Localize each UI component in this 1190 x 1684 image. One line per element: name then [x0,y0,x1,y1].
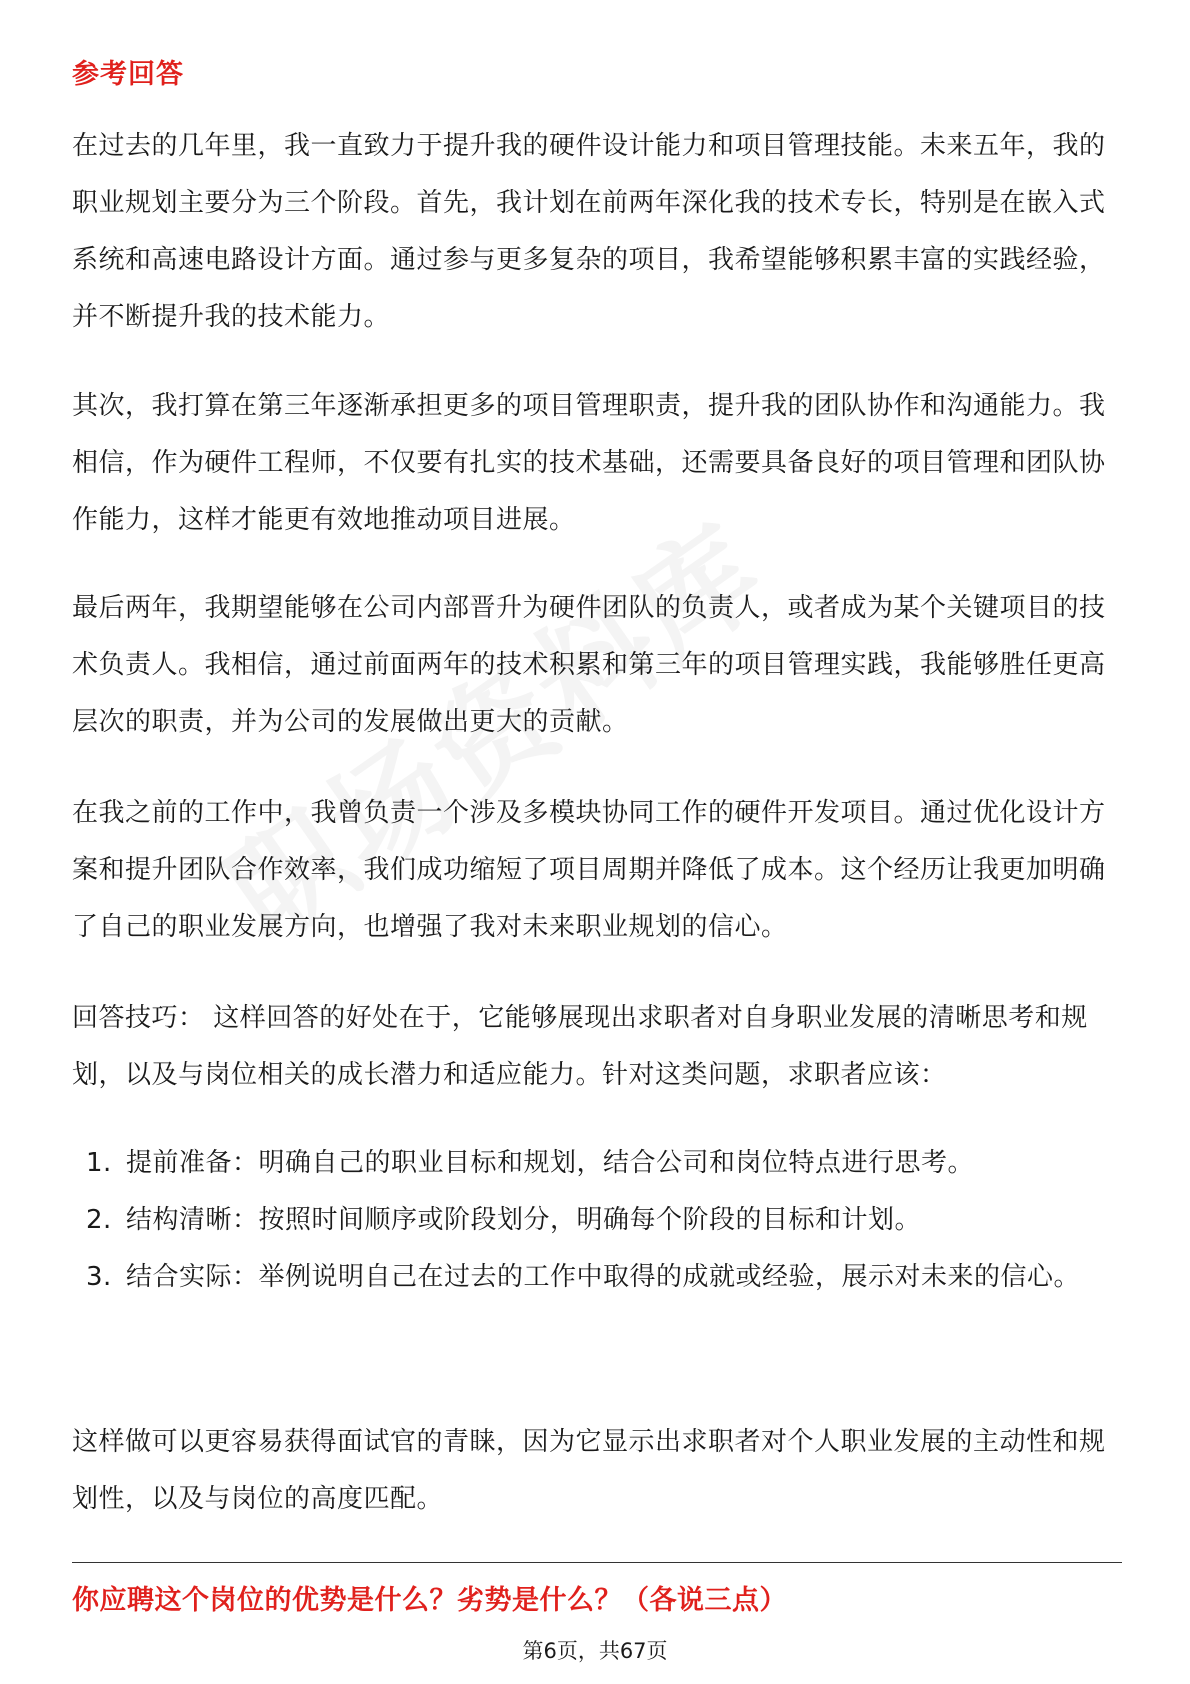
list-item-text: 提前准备：明确自己的职业目标和规划，结合公司和岗位特点进行思考。 [126,1148,975,1178]
next-question-heading: 你应聘这个岗位的优势是什么？劣势是什么？（各说三点） [72,1585,787,1616]
list-item-text: 结构清晰：按照时间顺序或阶段划分，明确每个阶段的目标和计划。 [126,1205,922,1235]
answer-paragraph-1: 在过去的几年里，我一直致力于提升我的硬件设计能力和项目管理技能。未来五年，我的职业规划主要分为三个阶段。首先，我计划在前两年深化我的技术专长，特别是在嵌入式系统和高速电路设计方面。通过参与更多复杂的项目，我希望能够积累丰富的实践经验，并不断提升我的技术能力。 [72,131,1106,332]
answer-paragraph-2: 其次，我打算在第三年逐渐承担更多的项目管理职责，提升我的团队协作和沟通能力。我相信，作为硬件工程师，不仅要有扎实的技术基础，还需要具备良好的项目管理和团队协作能力，这样才能更有效地推动项目进展。 [72,391,1106,535]
list-item-number: 2. [86,1205,112,1235]
section-divider [72,1562,1122,1563]
list-item [72,1135,1122,1192]
list-item-number: 1. [86,1148,112,1178]
page-number: 第6页，共67页 [522,1639,668,1663]
list-item [72,1192,1122,1249]
answer-paragraph-4: 在我之前的工作中，我曾负责一个涉及多模块协同工作的硬件开发项目。通过优化设计方案和提升团队合作效率，我们成功缩短了项目周期并降低了成本。这个经历让我更加明确了自己的职业发展方向，也增强了我对未来职业规划的信心。 [72,798,1106,942]
tips-intro-paragraph: 回答技巧： 这样回答的好处在于，它能够展现出求职者对自身职业发展的清晰思考和规划，以及与岗位相关的成长潜力和适应能力。针对这类问题，求职者应该： [72,1003,1088,1090]
list-item-number: 3. [86,1262,112,1292]
section-title: 参考回答 [72,59,184,90]
closing-paragraph: 这样做可以更容易获得面试官的青睐，因为它显示出求职者对个人职业发展的主动性和规划性，以及与岗位的高度匹配。 [72,1427,1106,1514]
tips-list [72,1135,1122,1306]
list-item-text: 结合实际：举例说明自己在过去的工作中取得的成就或经验，展示对未来的信心。 [126,1262,1081,1292]
list-item [72,1249,1122,1306]
answer-paragraph-3: 最后两年，我期望能够在公司内部晋升为硬件团队的负责人，或者成为某个关键项目的技术负责人。我相信，通过前面两年的技术积累和第三年的项目管理实践，我能够胜任更高层次的职责，并为公司的发展做出更大的贡献。 [72,593,1106,737]
